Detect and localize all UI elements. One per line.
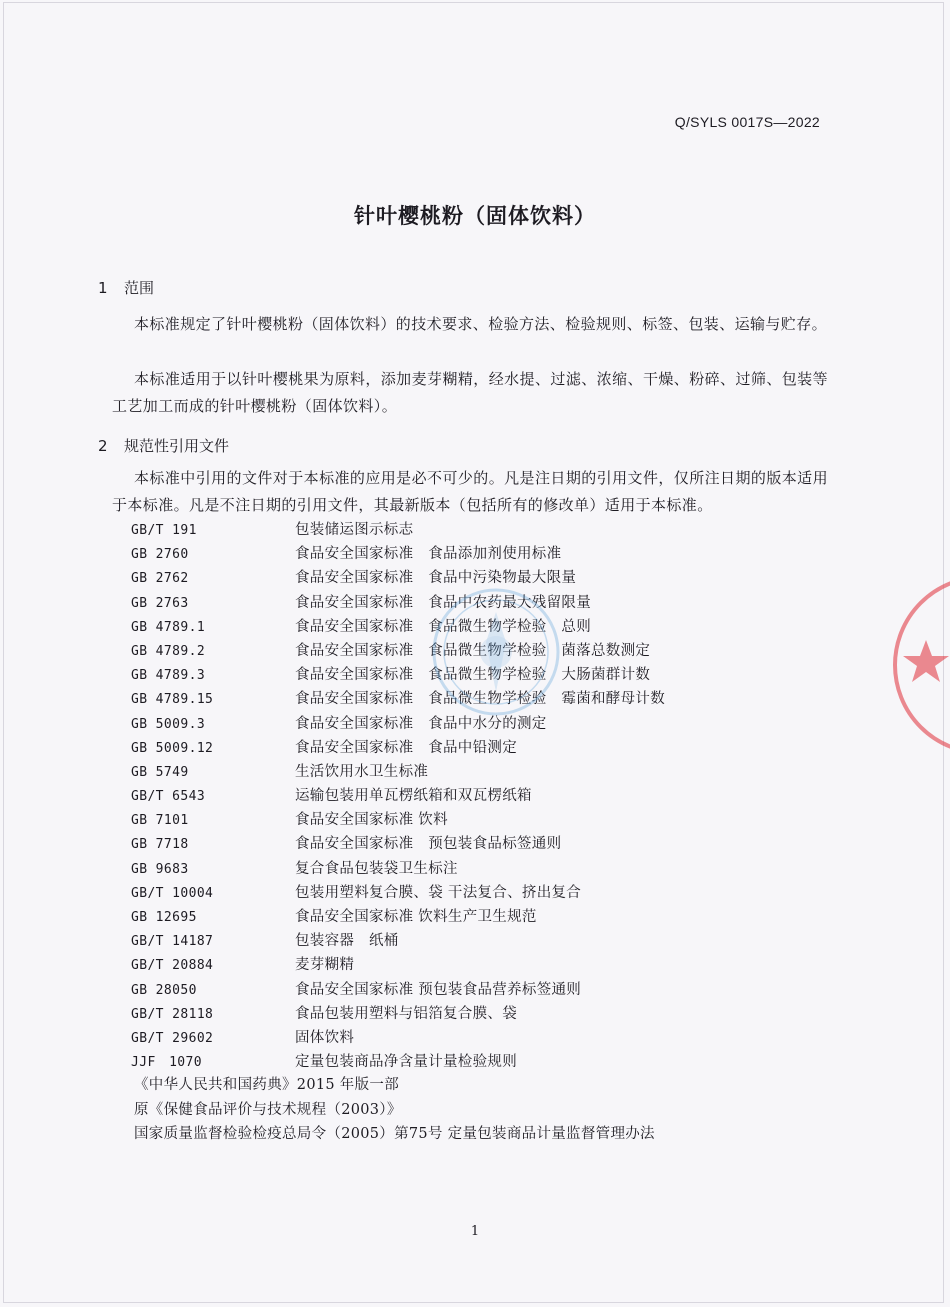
- section-number: 2: [98, 437, 108, 455]
- reference-item: [131, 639, 665, 663]
- reference-item: [131, 978, 665, 1002]
- reference-title: 食品安全国家标准 预包装食品营养标签通则: [295, 981, 582, 998]
- section-title: 规范性引用文件: [124, 437, 230, 455]
- paragraph: 本标准规定了针叶樱桃粉（固体饮料）的技术要求、检验方法、检验规则、标签、包装、运输与贮存。: [134, 315, 828, 333]
- reference-item: [131, 566, 665, 590]
- reference-code: GB/T 28118: [131, 1006, 214, 1022]
- reference-code: GB 5749: [131, 764, 189, 780]
- reference-title: 食品安全国家标准 饮料生产卫生规范: [295, 909, 537, 925]
- reference-code: GB 4789.2: [131, 643, 206, 659]
- reference-item: [131, 615, 665, 639]
- reference-title: 食品安全国家标准 食品微生物学检验 总则: [295, 618, 591, 635]
- reference-code: GB 7718: [131, 837, 189, 853]
- reference-item: [131, 832, 665, 856]
- paragraph: 本标准中引用的文件对于本标准的应用是必不可少的。凡是注日期的引用文件，仅所注日期的版本适用于本标准。凡是不注日期的引用文件，其最新版本（包括所有的修改单）适用于本标准。: [112, 469, 828, 514]
- reference-code: GB 4789.1: [131, 619, 206, 635]
- additional-reference-list: [134, 1073, 655, 1147]
- reference-title: 运输包装用单瓦楞纸箱和双瓦楞纸箱: [295, 788, 532, 805]
- reference-code: GB 12695: [131, 910, 197, 925]
- reference-item: [131, 929, 665, 953]
- reference-title: 包装用塑料复合膜、袋 干法复合、挤出复合: [295, 884, 582, 901]
- additional-reference: 《中华人民共和国药典》2015 年版一部: [134, 1077, 400, 1093]
- reference-item: [131, 1026, 665, 1050]
- reference-code: GB 7101: [131, 813, 189, 829]
- reference-code: GB/T 20884: [131, 958, 214, 974]
- reference-title: 包装容器 纸桶: [295, 933, 399, 950]
- watermark-seal-icon: [426, 582, 566, 722]
- reference-title: 食品包装用塑料与铝箔复合膜、袋: [295, 1005, 517, 1022]
- reference-list: [131, 518, 665, 1074]
- reference-code: GB 28050: [131, 982, 197, 998]
- reference-item: [131, 1050, 665, 1074]
- reference-code: JJF 1070: [131, 1055, 202, 1071]
- reference-title: 复合食品包装袋卫生标注: [295, 860, 458, 877]
- reference-code: GB/T 10004: [131, 885, 214, 901]
- reference-title: 食品安全国家标准 食品中水分的测定: [295, 715, 547, 732]
- reference-title: 食品安全国家标准 食品微生物学检验 菌落总数测定: [295, 642, 651, 659]
- reference-item: [131, 760, 665, 784]
- reference-code: GB/T 6543: [131, 789, 206, 805]
- reference-title: 麦芽糊精: [295, 957, 355, 974]
- reference-title: 生活饮用水卫生标准: [295, 763, 429, 780]
- reference-code: GB 4789.15: [131, 692, 214, 708]
- reference-title: 定量包装商品净含量计量检验规则: [295, 1054, 517, 1071]
- reference-title: 食品安全国家标准 食品微生物学检验 霉菌和酵母计数: [295, 691, 665, 708]
- reference-item: [131, 712, 665, 736]
- reference-title: 固体饮料: [295, 1029, 355, 1046]
- section-number: 1: [98, 279, 108, 297]
- reference-item: [131, 591, 665, 615]
- document-title: 针叶樱桃粉（固体饮料）: [354, 204, 596, 228]
- reference-title: 食品安全国家标准 食品中铅测定: [295, 739, 517, 756]
- reference-item: [131, 905, 665, 929]
- reference-title: 食品安全国家标准 食品微生物学检验 大肠菌群计数: [295, 667, 651, 684]
- reference-item: [131, 518, 665, 542]
- reference-item: [131, 808, 665, 832]
- reference-code: GB/T 191: [131, 523, 197, 538]
- reference-code: GB 9683: [131, 861, 189, 877]
- reference-item: [131, 857, 665, 881]
- reference-title: 食品安全国家标准 食品中污染物最大限量: [295, 570, 577, 587]
- paragraph: 本标准适用于以针叶樱桃果为原料，添加麦芽糊精，经水提、过滤、浓缩、干燥、粉碎、过筛、包装等工艺加工而成的针叶樱桃粉（固体饮料）。: [112, 370, 828, 415]
- reference-code: GB 4789.3: [131, 668, 206, 684]
- document-number: Q/SYLS 0017S—2022: [674, 114, 820, 130]
- page-number: 1: [470, 1224, 480, 1239]
- reference-code: GB/T 14187: [131, 934, 214, 950]
- reference-item: [131, 687, 665, 711]
- reference-item: [131, 1002, 665, 1026]
- reference-item: [131, 784, 665, 808]
- reference-code: GB 2762: [131, 571, 189, 587]
- reference-title: 食品安全国家标准 饮料: [295, 812, 448, 829]
- reference-item: [131, 736, 665, 760]
- reference-title: 食品安全国家标准 预包装食品标签通则: [295, 836, 562, 853]
- reference-code: GB/T 29602: [131, 1030, 214, 1046]
- reference-item: [131, 953, 665, 977]
- additional-reference: 国家质量监督检验检疫总局令（2005）第75号 定量包装商品计量监督管理办法: [134, 1126, 655, 1142]
- reference-item: [131, 542, 665, 566]
- reference-code: GB 2760: [131, 547, 189, 563]
- section-2-heading: [98, 435, 229, 456]
- reference-code: GB 2763: [131, 595, 189, 611]
- reference-title: 食品安全国家标准 食品添加剂使用标准: [295, 546, 562, 563]
- reference-item: [131, 663, 665, 687]
- section-1-heading: [98, 277, 154, 298]
- section-title: 范围: [124, 279, 155, 297]
- red-stamp-icon: [888, 570, 950, 760]
- reference-code: GB 5009.12: [131, 740, 214, 756]
- reference-item: [131, 881, 665, 905]
- reference-title: 包装储运图示标志: [295, 522, 414, 538]
- reference-code: GB 5009.3: [131, 716, 206, 732]
- additional-reference: 原《保健食品评价与技术规程（2003）》: [134, 1101, 402, 1118]
- reference-title: 食品安全国家标准 食品中农药最大残留限量: [295, 594, 591, 611]
